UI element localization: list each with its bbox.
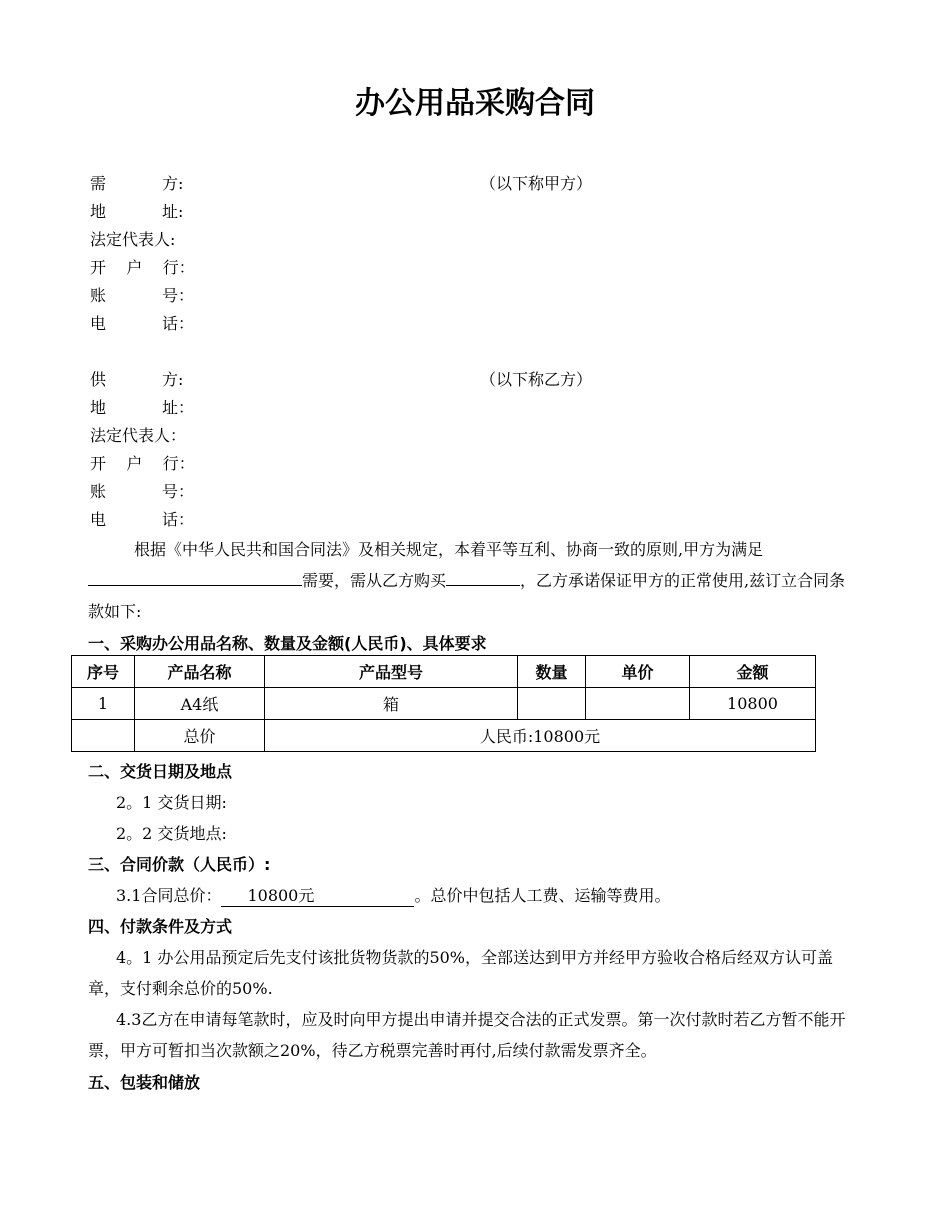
col-header-model: 产品型号 xyxy=(265,656,518,688)
col-header-name: 产品名称 xyxy=(135,656,265,688)
party-a-label: 电 话： xyxy=(90,314,194,333)
party-a-row xyxy=(90,282,850,310)
col-header-qty: 数量 xyxy=(518,656,586,688)
party-a-note: （以下称甲方） xyxy=(480,174,593,193)
party-b-label: 供 方: xyxy=(90,370,184,389)
col-header-price: 单价 xyxy=(586,656,690,688)
cell-name: A4纸 xyxy=(135,688,265,720)
col-header-index: 序号 xyxy=(72,656,135,688)
party-a-label: 开 户 行： xyxy=(90,258,195,277)
section-5-heading: 五、包装和储放 xyxy=(88,1073,201,1092)
party-a-row xyxy=(90,226,850,254)
contract-total-value: 10800元 xyxy=(221,883,414,907)
party-b-row xyxy=(90,366,850,394)
table-header-row xyxy=(72,656,816,688)
table-row xyxy=(72,688,816,720)
col-header-amount: 金额 xyxy=(690,656,816,688)
party-b-row xyxy=(90,422,850,450)
party-b-note: （以下称乙方） xyxy=(480,370,593,389)
party-b-label: 电 话： xyxy=(90,510,194,529)
intro-part3: ，乙方承诺保证甲方的正常使用,兹订立合同条款如下: xyxy=(88,571,846,621)
contract-total-suffix: 。总价中包括人工费、运输等费用。 xyxy=(414,886,671,905)
delivery-place-line: 2。2 交货地点: xyxy=(116,824,227,843)
party-a-block xyxy=(90,170,850,338)
section-2-heading: 二、交货日期及地点 xyxy=(88,762,233,781)
party-b-label: 开 户 行： xyxy=(90,454,195,473)
item-blank xyxy=(446,565,520,586)
cell-empty xyxy=(72,720,135,752)
delivery-date-line: 2。1 交货日期: xyxy=(116,793,227,812)
goods-table xyxy=(71,655,816,752)
section-3-heading: 三、合同价款（人民币）: xyxy=(88,855,271,874)
party-a-row xyxy=(90,198,850,226)
party-b-row xyxy=(90,506,850,534)
contract-total-prefix: 3.1合同总价： xyxy=(116,886,222,905)
party-b-row xyxy=(90,478,850,506)
payment-clause-2: 4.3乙方在申请每笔款时，应及时向甲方提出申请并提交合法的正式发票。第一次付款时若乙方暂不能开票，甲方可暂扣当次款额之20%，待乙方税票完善时再付,后续付款需发票齐全。 xyxy=(88,1010,846,1060)
intro-part2: 需要，需从乙方购买 xyxy=(302,571,447,590)
party-b-label: 地 址： xyxy=(90,398,194,417)
page-title: 办公用品采购合同 xyxy=(355,86,595,121)
party-a-row xyxy=(90,254,850,282)
party-a-label: 需 方: xyxy=(90,174,184,193)
party-a-label: 账 号： xyxy=(90,286,194,305)
cell-total-value: 人民币:10800元 xyxy=(265,720,816,752)
party-a-row xyxy=(90,170,850,198)
cell-index: 1 xyxy=(72,688,135,720)
purpose-blank xyxy=(88,565,302,586)
party-a-row xyxy=(90,310,850,338)
cell-qty xyxy=(518,688,586,720)
party-b-label: 账 号： xyxy=(90,482,194,501)
party-a-label: 地 址: xyxy=(90,202,184,221)
party-b-row xyxy=(90,394,850,422)
intro-part1: 根据《中华人民共和国合同法》及相关规定，本着平等互利、协商一致的原则,甲方为满足 xyxy=(134,540,764,559)
party-b-label: 法定代表人： xyxy=(90,426,187,445)
intro-paragraph xyxy=(88,534,854,627)
party-a-label: 法定代表人: xyxy=(90,230,176,249)
cell-price xyxy=(586,688,690,720)
party-b-block xyxy=(90,366,850,534)
cell-total-label: 总价 xyxy=(135,720,265,752)
cell-model: 箱 xyxy=(265,688,518,720)
section-1-heading: 一、采购办公用品名称、数量及金额(人民币)、具体要求 xyxy=(88,634,487,653)
section-4-heading: 四、付款条件及方式 xyxy=(88,917,233,936)
party-b-row xyxy=(90,450,850,478)
table-total-row xyxy=(72,720,816,752)
payment-clause-1: 4。1 办公用品预定后先支付该批货物货款的50%，全部送达到甲方并经甲方验收合格后经双方认可盖章，支付剩余总价的50%. xyxy=(88,948,834,998)
contract-total-line xyxy=(116,883,670,907)
cell-amount: 10800 xyxy=(690,688,816,720)
